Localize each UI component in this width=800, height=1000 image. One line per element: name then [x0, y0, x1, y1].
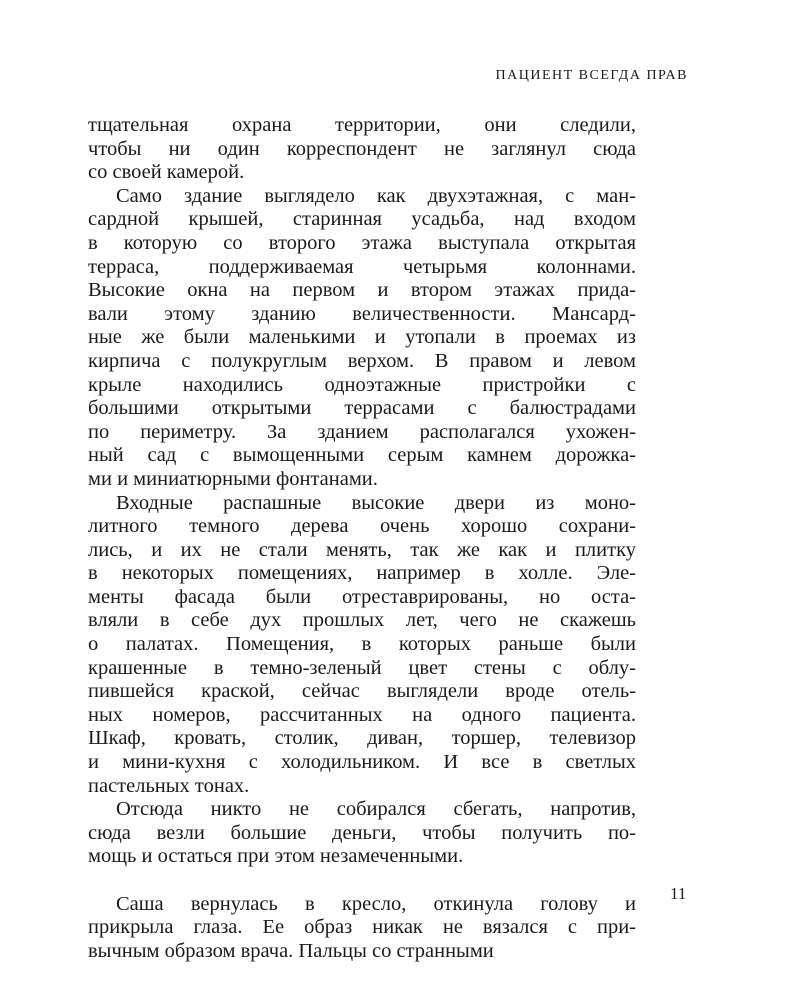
page-number: 11	[670, 884, 687, 903]
text-line: литного темного дерева очень хорошо сохрани-	[88, 515, 636, 538]
text-line: чтобы ни один корреспондент не заглянул сюда	[88, 137, 636, 160]
paragraph	[88, 114, 636, 185]
text-line: крыле находились одноэтажные пристройки с	[88, 373, 636, 396]
text-line: вычным образом врача. Пальцы со странными	[88, 939, 494, 962]
text-line: Само здание выглядело как двухэтажная, с ман-	[116, 184, 636, 207]
text-line: ные же были маленькими и утопали в проемах из	[88, 326, 636, 349]
paragraph	[88, 893, 636, 964]
text-line: Саша вернулась в кресло, откинула голову и	[116, 892, 636, 915]
text-line: большими открытыми террасами с балюстрадами	[88, 397, 636, 420]
text-line: вали этому зданию величественности. Мансард-	[88, 302, 636, 325]
text-line: лись, и их не стали менять, так же как и плитку	[88, 538, 636, 561]
text-line: прикрыла глаза. Ее образ никак не вязался с при-	[88, 916, 636, 939]
text-line: Высокие окна на первом и втором этажах прида-	[88, 279, 636, 302]
paragraph	[88, 492, 636, 799]
text-line: вляли в себе дух прошлых лет, чего не скажешь	[88, 609, 636, 632]
text-line: менты фасада были отреставрированы, но оста-	[88, 585, 636, 608]
text-line: сардной крышей, старинная усадьба, над входом	[88, 208, 636, 231]
text-line: по периметру. За зданием располагался ухожен-	[88, 420, 636, 443]
paragraph	[88, 185, 636, 492]
text-line: со своей камерой.	[88, 161, 245, 184]
text-line: ных номеров, рассчитанных на одного пациента.	[88, 703, 636, 726]
text-line: Шкаф, кровать, столик, диван, торшер, телевизор	[88, 727, 636, 750]
text-line: и мини-кухня с холодильником. И все в светлых	[88, 751, 636, 774]
text-line: терраса, поддерживаемая четырьмя колоннами.	[88, 255, 636, 278]
text-line: пившейся краской, сейчас выглядели вроде отель-	[88, 680, 636, 703]
text-line: в которую со второго этажа выступала открытая	[88, 231, 636, 254]
text-line: тщательная охрана территории, они следили,	[88, 114, 636, 136]
text-line: Входные распашные высокие двери из моно-	[116, 491, 636, 514]
paragraph-gap	[88, 869, 636, 893]
text-line: в некоторых помещениях, например в холле. Эле-	[88, 562, 636, 585]
text-line: пастельных тонах.	[88, 774, 250, 797]
text-line: крашенные в темно-зеленый цвет стены с облу-	[88, 656, 636, 679]
text-line: кирпича с полукруглым верхом. В правом и левом	[88, 349, 636, 372]
body-text	[88, 114, 636, 963]
paragraph	[88, 798, 636, 869]
text-line: мощь и остаться при этом незамеченными.	[88, 845, 464, 868]
running-head: ПАЦИЕНТ ВСЕГДА ПРАВ	[495, 68, 688, 83]
text-line: Отсюда никто не собирался сбегать, напротив,	[116, 798, 636, 821]
text-line: сюда везли большие деньги, чтобы получить по-	[88, 821, 636, 844]
text-line: ми и миниатюрными фонтанами.	[88, 467, 378, 490]
text-line: ный сад с вымощенными серым камнем дорожка-	[88, 444, 636, 467]
text-line: о палатах. Помещения, в которых раньше были	[88, 633, 636, 656]
